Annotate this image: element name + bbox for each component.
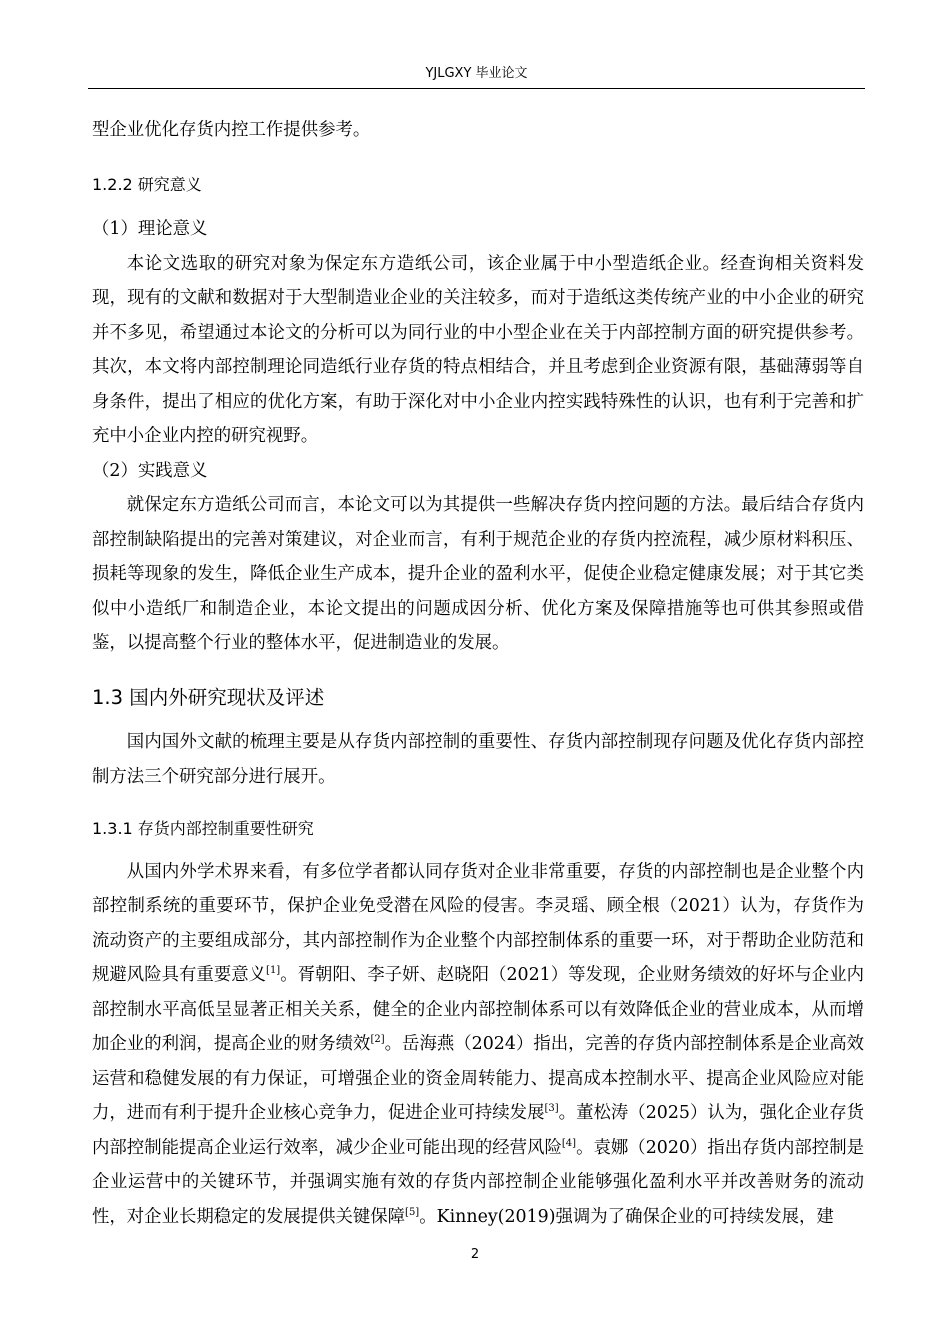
text-run: 。袁娜（2020）指出存货内部控制是企业运营中的关键环节，并强调实施有效的存货内部控制企业能够强化盈利水平并改善财务的流动性，对企业长期稳定的发展提供关键保障 xyxy=(92,1137,864,1227)
page-number: 2 xyxy=(470,1247,480,1262)
section-heading-1-2-2: 1.2.2 研究意义 xyxy=(92,174,202,194)
paragraph-continuation: 型企业优化存货内控工作提供参考。 xyxy=(92,120,371,140)
citation-1: [1] xyxy=(266,965,281,977)
subheading-practice: （2）实践意义 xyxy=(92,460,208,481)
citation-3: [3] xyxy=(544,1103,559,1115)
running-header: YJLGXY 毕业论文 xyxy=(425,66,528,81)
paragraph-overview: 国内国外文献的梳理主要是从存货内部控制的重要性、存货内部控制现存问题及优化存货内部控制方法三个研究部分进行展开。 xyxy=(92,732,864,787)
paragraph-practice: 就保定东方造纸公司而言，本论文可以为其提供一些解决存货内控问题的方法。最后结合存货内部控制缺陷提出的完善对策建议，对企业而言，有利于规范企业的存货内控流程，减少原材料积压、损耗等现象的发生，降低企业生产成本，提升企业的盈利水平，促使企业稳定健康发展；对于其它类似中小造纸厂和制造企业，本论文提出的问题成因分析、优化方案及保障措施等也可供其参照或借鉴，以提高整个行业的整体水平，促进制造业的发展。 xyxy=(92,495,864,653)
body-text xyxy=(92,113,864,1234)
text-run: 从国内外学术界来看，有多位学者都认同存货对企业非常重要，存货的内部控制也是企业整个内部控制系统的重要环节，保护企业免受潜在风险的侵害。李灵瑶、顾全根（2021）认为，存货作为流动资产的主要组成部分，其内部控制作为企业整个内部控制体系的重要一环，对于帮助企业防范和规避风险具有重要意义 xyxy=(92,861,864,985)
subheading-theory: （1）理论意义 xyxy=(92,219,208,239)
text-run: 。董松涛（2025）认为，强化企业存货内部控制能提高企业运行效率，减少企业可能出现的经营风险 xyxy=(92,1103,864,1158)
paragraph-theory: 本论文选取的研究对象为保定东方造纸公司，该企业属于中小型造纸企业。经查询相关资料发现，现有的文献和数据对于大型制造业企业的关注较多，而对于造纸这类传统产业的中小企业的研究并不多见，希望通过本论文的分析可以为同行业的中小型企业在关于内部控制方面的研究提供参考。其次，本文将内部控制理论同造纸行业存货的特点相结合，并且考虑到企业资源有限，基础薄弱等自身条件，提出了相应的优化方案，有助于深化对中小企业内控实践特殊性的认识，也有利于完善和扩充中小企业内控的研究视野。 xyxy=(92,253,864,446)
citation-5: [5] xyxy=(405,1206,420,1218)
text-run: 。胥朝阳、李子妍、赵晓阳（2021）等发现，企业财务绩效的好坏与企业内部控制水平高低呈显著正相关关系，健全的企业内部控制体系可以有效降低企业的营业成本，从而增加企业的利润，提高企业的财务绩效 xyxy=(92,965,864,1054)
header-rule xyxy=(88,88,865,89)
citation-4: [4] xyxy=(561,1137,577,1149)
paragraph-importance xyxy=(92,855,864,1235)
text-run: 。Kinney(2019)强调为了确保企业的可持续发展，建 xyxy=(419,1206,834,1227)
section-heading-1-3: 1.3 国内外研究现状及评述 xyxy=(92,685,325,709)
text-run: 。岳海燕（2024）指出，完善的存货内部控制体系是企业高效运营和稳健发展的有力保证，可增强企业的资金周转能力、提高成本控制水平、提高企业风险应对能力，进而有利于提升企业核心竞争力，促进企业可持续发展 xyxy=(92,1034,864,1123)
citation-2: [2] xyxy=(370,1034,385,1046)
section-heading-1-3-1: 1.3.1 存货内部控制重要性研究 xyxy=(92,819,314,838)
